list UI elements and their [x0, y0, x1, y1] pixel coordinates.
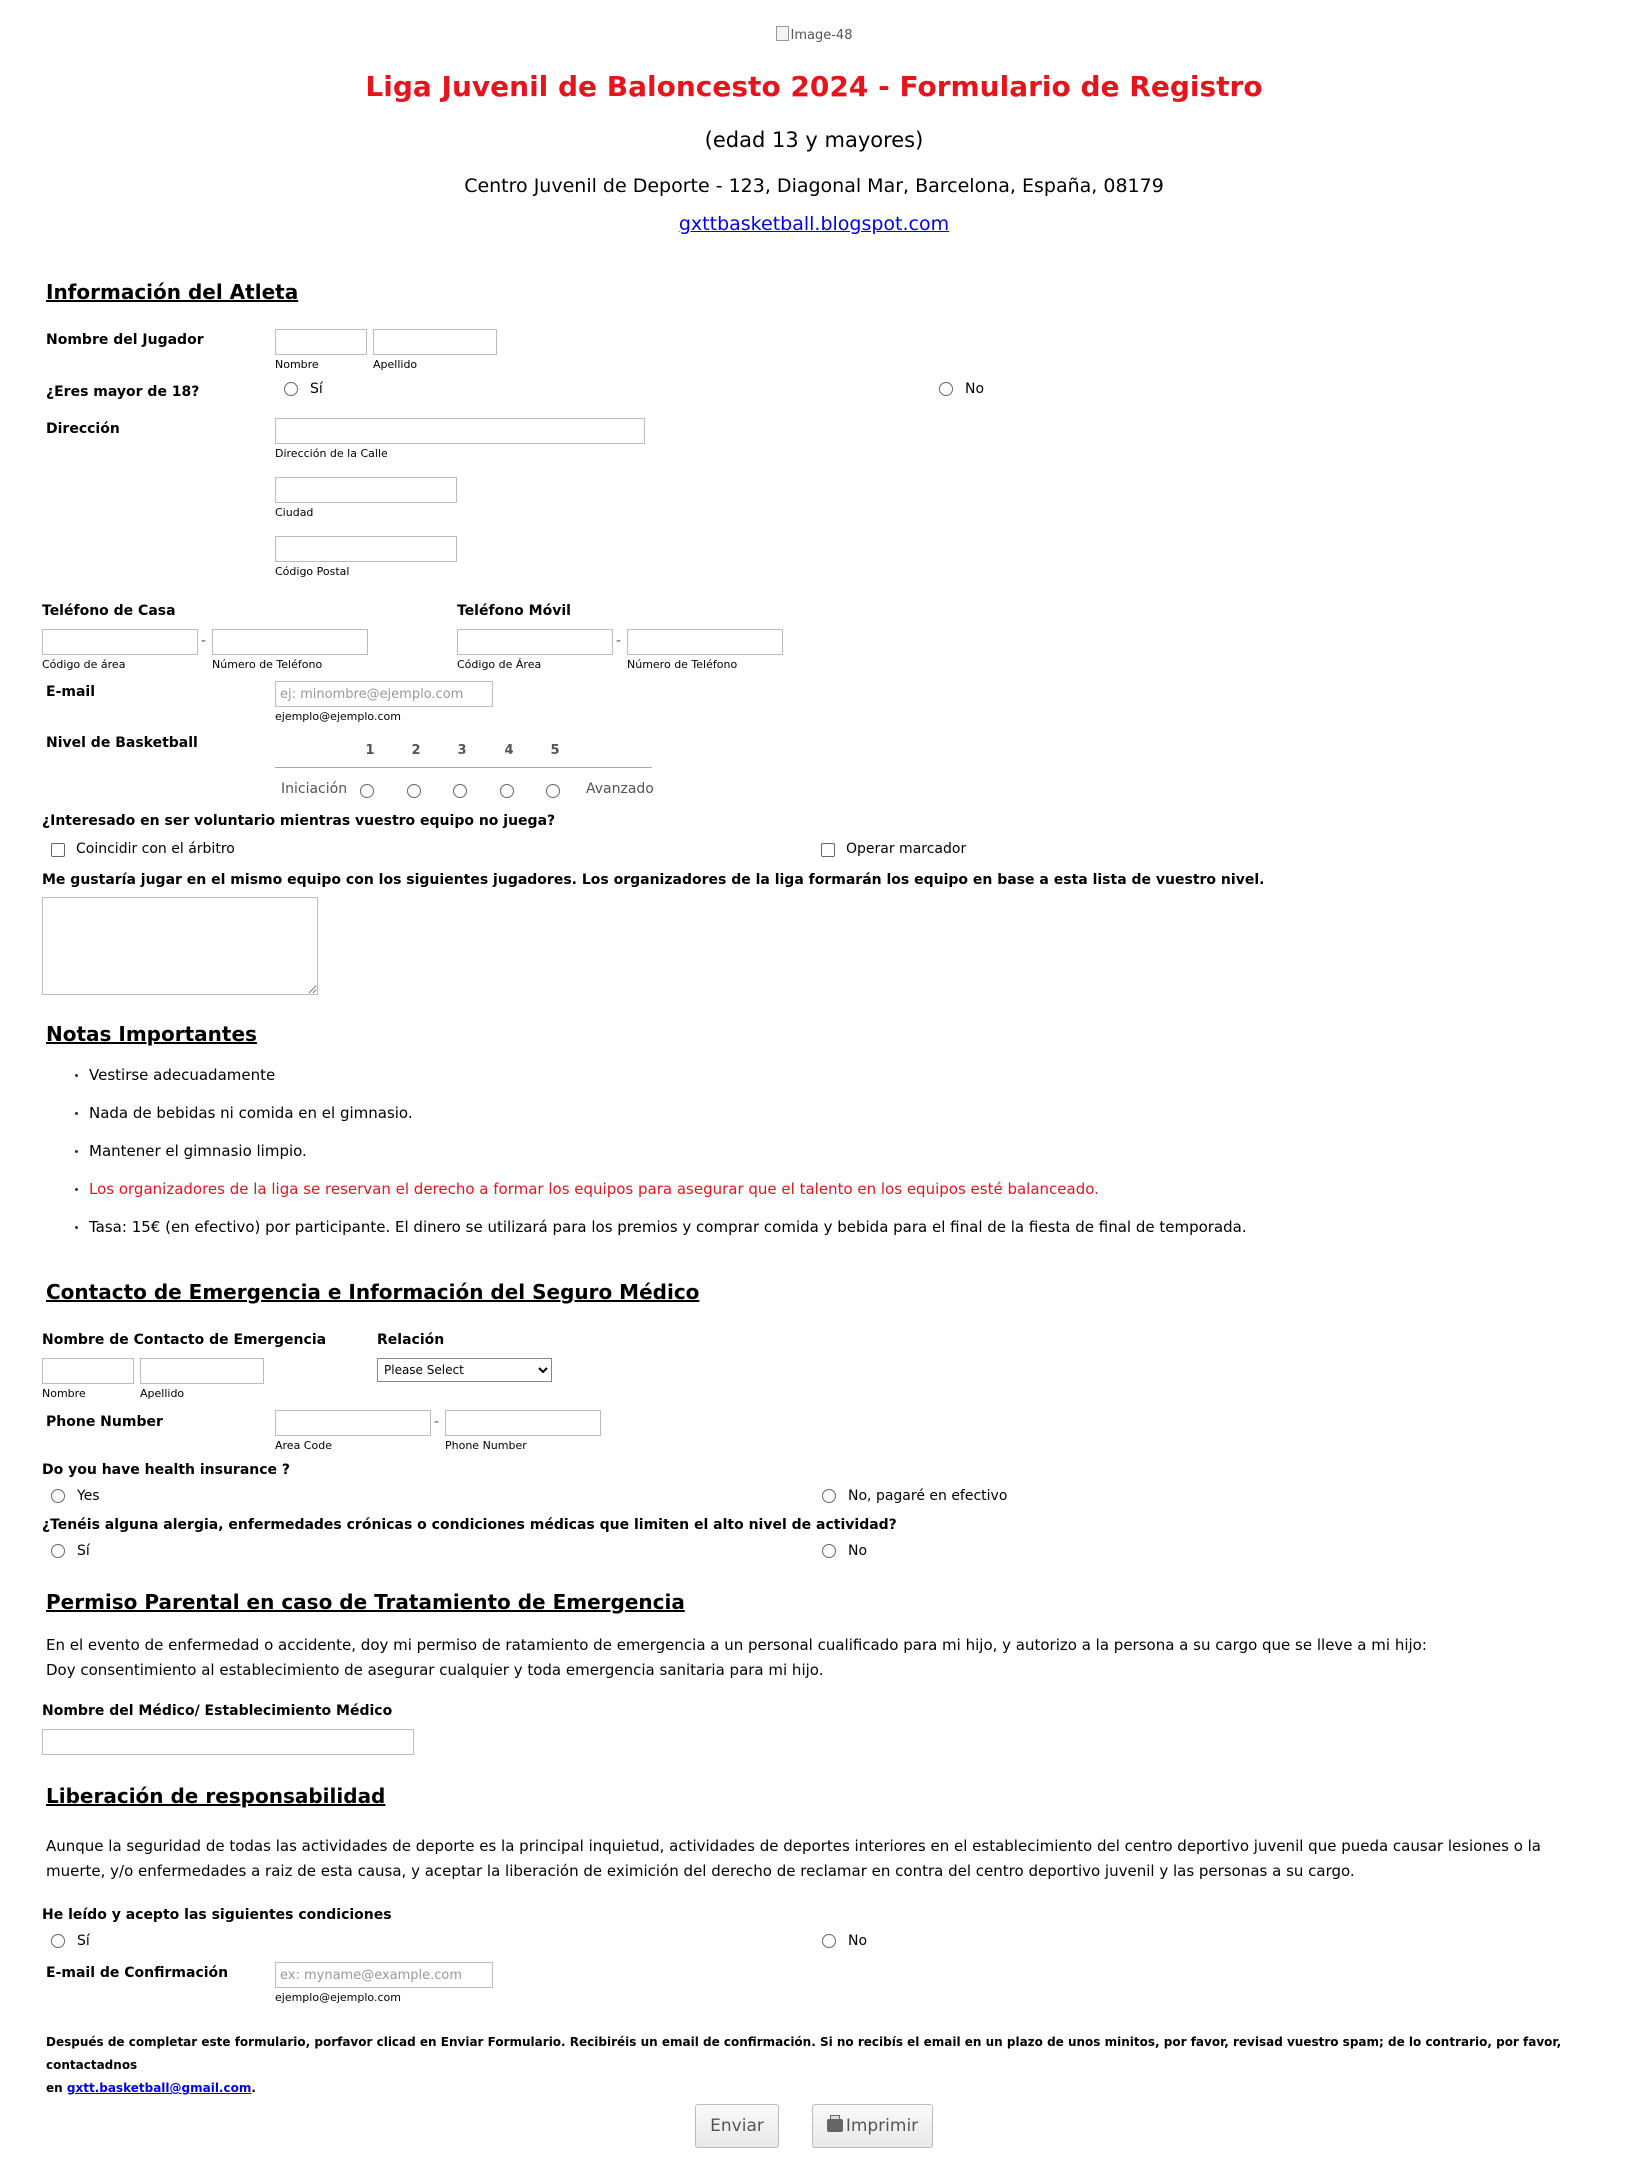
allergy-yes-label: Sí: [77, 1543, 90, 1559]
level-number-3: 3: [457, 743, 467, 758]
accept-label: He leído y acepto las siguientes condiciones: [42, 1907, 392, 1923]
note-item: Mantener el gimnasio limpio.: [89, 1142, 307, 1160]
confirm-email-label: E-mail de Confirmación: [46, 1965, 229, 1981]
submit-button[interactable]: [695, 2104, 779, 2148]
permission-section-heading: Permiso Parental en caso de Tratamiento de Emergencia: [46, 1590, 685, 1614]
emergency-last-name-input[interactable]: [140, 1358, 264, 1384]
email-input[interactable]: [275, 681, 493, 707]
emergency-section-heading: Contacto de Emergencia e Información del Seguro Médico: [46, 1280, 700, 1304]
level-3-radio[interactable]: [453, 784, 467, 798]
teammates-textarea[interactable]: [42, 897, 318, 995]
header-image: Image-48: [0, 26, 1628, 43]
street-input[interactable]: [275, 418, 645, 444]
insurance-label: Do you have health insurance ?: [42, 1462, 291, 1478]
doctor-input[interactable]: [42, 1729, 414, 1755]
accept-yes-radio[interactable]: [51, 1934, 65, 1948]
note-bullet: [75, 1074, 78, 1077]
note-bullet: [75, 1112, 78, 1115]
zip-sublabel: Código Postal: [275, 565, 350, 578]
accept-no-label: No: [848, 1933, 868, 1949]
footer-suffix: .: [251, 2081, 256, 2095]
home-phone-label: Teléfono de Casa: [42, 603, 176, 619]
insurance-yes-label: Yes: [77, 1488, 100, 1504]
mobile-phone-separator: -: [616, 633, 622, 649]
volunteer-referee-label: Coincidir con el árbitro: [76, 841, 235, 857]
level-number-4: 4: [504, 743, 514, 758]
first-name-sublabel: Nombre: [275, 358, 319, 371]
emergency-contact-label: Nombre de Contacto de Emergencia: [42, 1332, 327, 1348]
volunteer-scoreboard-label: Operar marcador: [846, 841, 967, 857]
confirm-email-sublabel: ejemplo@ejemplo.com: [275, 1991, 401, 2004]
footer-prefix: en: [46, 2081, 63, 2095]
insurance-no-label: No, pagaré en efectivo: [848, 1488, 1008, 1504]
permission-text-1: En el evento de enfermedad o accidente, doy mi permiso de ratamiento de emergencia a un personal cualificado para mi hijo, y autorizo a la persona a su cargo que se lleve a mi hijo:: [46, 1636, 1427, 1654]
email-sublabel: ejemplo@ejemplo.com: [275, 710, 401, 723]
player-first-name-input[interactable]: [275, 329, 367, 355]
emergency-area-sublabel: Area Code: [275, 1439, 332, 1452]
emergency-number-sublabel: Phone Number: [445, 1439, 527, 1452]
relation-label: Relación: [377, 1332, 445, 1348]
over18-yes-label: Sí: [310, 381, 323, 397]
level-number-1: 1: [365, 743, 375, 758]
volunteer-referee-checkbox[interactable]: [51, 843, 65, 857]
over18-no-radio[interactable]: [939, 382, 953, 396]
level-high-label: Avanzado: [586, 781, 654, 797]
mobile-phone-number-input[interactable]: [627, 629, 783, 655]
allergy-no-label: No: [848, 1543, 868, 1559]
confirm-email-input[interactable]: [275, 1962, 493, 1988]
city-sublabel: Ciudad: [275, 506, 314, 519]
volunteer-label: ¿Interesado en ser voluntario mientras vuestro equipo no juega?: [42, 813, 556, 829]
notes-section-heading: Notas Importantes: [46, 1022, 257, 1046]
level-scale-divider: [275, 767, 652, 768]
relation-select[interactable]: [377, 1358, 552, 1382]
accept-yes-label: Sí: [77, 1933, 90, 1949]
level-2-radio[interactable]: [407, 784, 421, 798]
website-link[interactable]: gxttbasketball.blogspot.com: [678, 213, 950, 235]
home-phone-separator: -: [201, 633, 207, 649]
release-section-heading: Liberación de responsabilidad: [46, 1784, 386, 1808]
footer-text-2: [46, 2077, 1566, 2100]
mobile-phone-label: Teléfono Móvil: [457, 603, 571, 619]
over18-yes-radio[interactable]: [284, 382, 298, 396]
print-button-label: Imprimir: [845, 2116, 919, 2136]
emergency-phone-separator: -: [434, 1414, 440, 1430]
note-item: Los organizadores de la liga se reservan el derecho a formar los equipos para asegurar que el talento en los equipos esté balanceado.: [89, 1180, 1099, 1198]
printer-icon: [827, 2119, 843, 2132]
home-area-code-input[interactable]: [42, 629, 198, 655]
emergency-area-code-input[interactable]: [275, 1410, 431, 1436]
emergency-last-name-sublabel: Apellido: [140, 1387, 185, 1400]
over18-label: ¿Eres mayor de 18?: [46, 384, 200, 400]
level-4-radio[interactable]: [500, 784, 514, 798]
player-name-label: Nombre del Jugador: [46, 332, 204, 348]
street-sublabel: Dirección de la Calle: [275, 447, 388, 460]
emergency-phone-number-input[interactable]: [445, 1410, 601, 1436]
level-low-label: Iniciación: [281, 781, 348, 797]
note-bullet: [75, 1226, 78, 1229]
insurance-yes-radio[interactable]: [51, 1489, 65, 1503]
over18-no-label: No: [965, 381, 985, 397]
level-1-radio[interactable]: [360, 784, 374, 798]
note-item: Nada de bebidas ni comida en el gimnasio.: [89, 1104, 413, 1122]
level-number-2: 2: [411, 743, 421, 758]
note-bullet: [75, 1188, 78, 1191]
mobile-area-code-input[interactable]: [457, 629, 613, 655]
note-item: Vestirse adecuadamente: [89, 1066, 276, 1084]
form-subtitle: (edad 13 y mayores): [704, 128, 924, 152]
print-button[interactable]: [812, 2104, 933, 2148]
release-paragraph: Aunque la seguridad de todas las actividades de deporte es la principal inquietud, actividades de deportes interiores en el establecimiento del centro deportivo juvenil que pueda causar lesiones o la muerte, y/o enfermedades a raiz de esta causa, y aceptar la liberación de eximición del derecho de reclamar en contra del centro deportivo juvenil y las personas a su cargo.: [46, 1837, 1541, 1880]
submit-button-label: Enviar: [710, 2116, 764, 2136]
zip-input[interactable]: [275, 536, 457, 562]
doctor-label: Nombre del Médico/ Establecimiento Médico: [42, 1703, 393, 1719]
contact-email-link[interactable]: gxtt.basketball@gmail.com: [66, 2081, 252, 2095]
allergy-no-radio[interactable]: [822, 1544, 836, 1558]
footer-note: [46, 2031, 1566, 2100]
emergency-first-name-input[interactable]: [42, 1358, 134, 1384]
venue-address: Centro Juvenil de Deporte - 123, Diagonal Mar, Barcelona, España, 08179: [464, 175, 1164, 197]
insurance-no-radio[interactable]: [822, 1489, 836, 1503]
emergency-first-name-sublabel: Nombre: [42, 1387, 86, 1400]
athlete-section-heading: Información del Atleta: [46, 280, 299, 304]
level-number-5: 5: [550, 743, 560, 758]
broken-image-icon: [776, 26, 789, 41]
home-area-sublabel: Código de área: [42, 658, 126, 671]
emergency-phone-label: Phone Number: [46, 1414, 163, 1430]
footer-text-1: Después de completar este formulario, porfavor clicad en Enviar Formulario. Recibiréis un email de confirmación. Si no recibís el email en un plazo de unos minitos, por favor, revisad vuestro spam; de lo contrario, por favor, contactadnos: [46, 2035, 1562, 2072]
permission-text-2: Doy consentimiento al establecimiento de asegurar cualquier y toda emergencia sanitaria para mi hijo.: [46, 1661, 824, 1679]
mobile-area-sublabel: Código de Área: [457, 658, 542, 671]
volunteer-scoreboard-checkbox[interactable]: [821, 843, 835, 857]
home-phone-number-input[interactable]: [212, 629, 368, 655]
address-label: Dirección: [46, 421, 120, 437]
accept-no-radio[interactable]: [822, 1934, 836, 1948]
allergy-label: ¿Tenéis alguna alergia, enfermedades crónicas o condiciones médicas que limiten el alto nivel de actividad?: [42, 1517, 897, 1533]
allergy-yes-radio[interactable]: [51, 1544, 65, 1558]
player-last-name-input[interactable]: [373, 329, 497, 355]
level-label: Nivel de Basketball: [46, 735, 198, 751]
form-title: Liga Juvenil de Baloncesto 2024 - Formulario de Registro: [365, 70, 1263, 103]
note-item: Tasa: 15€ (en efectivo) por participante. El dinero se utilizará para los premios y comprar comida y bebida para el final de la fiesta de final de temporada.: [89, 1218, 1247, 1236]
home-number-sublabel: Número de Teléfono: [212, 658, 323, 671]
teammates-label: Me gustaría jugar en el mismo equipo con los siguientes jugadores. Los organizadores de la liga formarán los equipo en base a esta lista de vuestro nivel.: [42, 872, 1265, 888]
city-input[interactable]: [275, 477, 457, 503]
level-5-radio[interactable]: [546, 784, 560, 798]
email-label: E-mail: [46, 684, 96, 700]
mobile-number-sublabel: Número de Teléfono: [627, 658, 738, 671]
note-bullet: [75, 1150, 78, 1153]
last-name-sublabel: Apellido: [373, 358, 418, 371]
